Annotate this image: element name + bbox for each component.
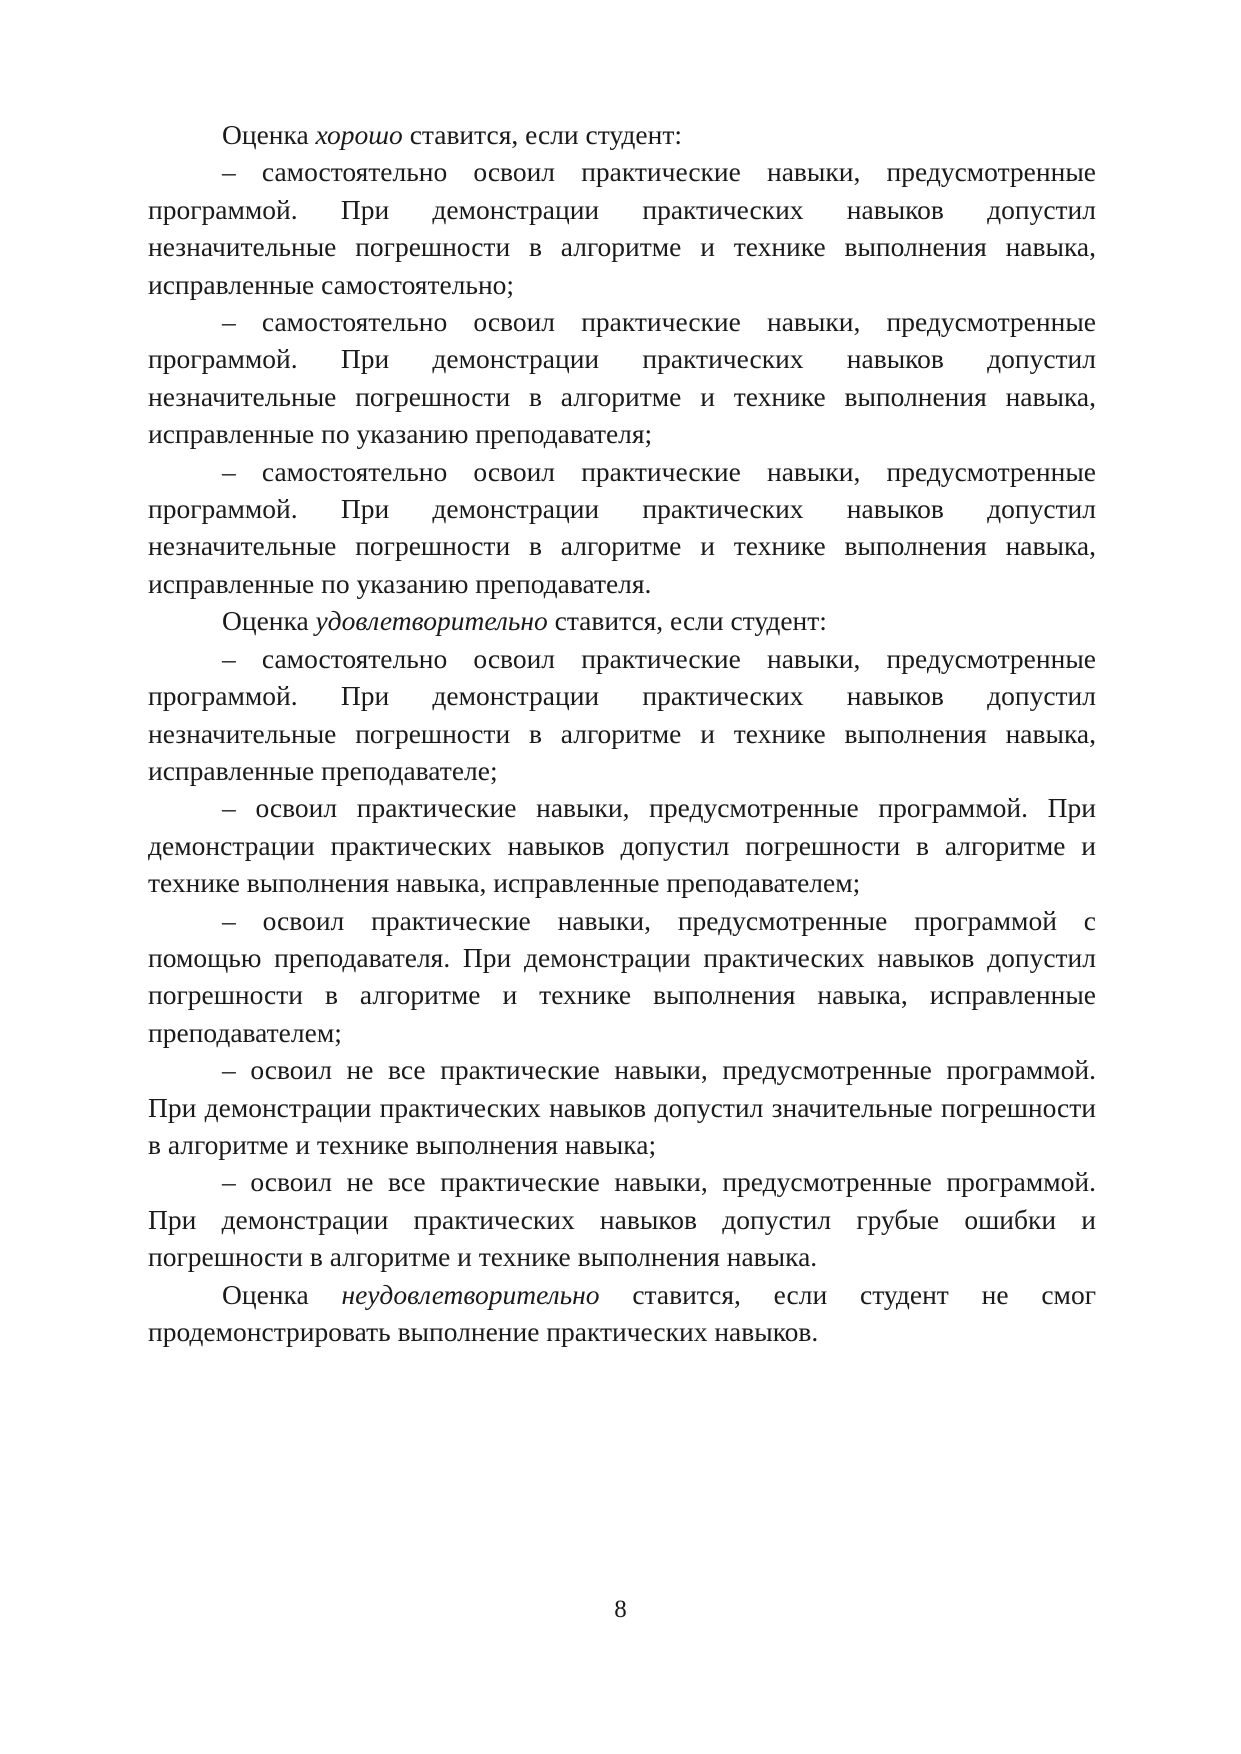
paragraph-text: – самостоятельно освоил практические навыки, предусмотренные программой. При демонстрации практических навыков допустил незначительные погрешности в алгоритме и технике выполнения навыка, исправленные преподавателе;: [148, 642, 1096, 786]
paragraph-text: – освоил не все практические навыки, предусмотренные программой. При демонстрации практических навыков допустил грубые ошибки и погрешности в алгоритме и технике выполнения навыка.: [148, 1166, 1096, 1273]
grade-term-good: хорошо: [315, 119, 403, 150]
paragraph-text: – освоил практические навыки, предусмотренные программой с помощью преподавателя. При демонстрации практических навыков допустил погрешности в алгоритме и технике выполнения навыка, исправленные преподавателем;: [148, 904, 1096, 1048]
paragraph-grade-good-intro: [148, 116, 1096, 153]
paragraph-grade-satisfactory-intro: [148, 602, 1096, 639]
paragraph-text: Оценка: [222, 119, 316, 150]
list-item-satisfactory-5: [148, 1163, 1096, 1275]
list-item-satisfactory-4: [148, 1051, 1096, 1163]
list-item-good-2: [148, 303, 1096, 453]
list-item-satisfactory-3: [148, 902, 1096, 1052]
grade-term-satisfactory: удовлетворительно: [315, 605, 548, 637]
paragraph-text: ставится, если студент не смог продемонстрировать выполнение практических навыков.: [148, 1278, 1096, 1347]
list-item-satisfactory-2: [148, 789, 1096, 901]
document-body: [148, 116, 1096, 1350]
list-item-good-3: [148, 453, 1096, 603]
paragraph-text: – самостоятельно освоил практические навыки, предусмотренные программой. При демонстрации практических навыков допустил незначительные погрешности в алгоритме и технике выполнения навыка, исправленные по указанию преподавателя;: [148, 306, 1096, 450]
list-item-good-1: [148, 153, 1096, 303]
paragraph-text: ставится, если студент:: [402, 119, 682, 150]
paragraph-text: Оценка: [222, 605, 316, 637]
paragraph-text: – самостоятельно освоил практические навыки, предусмотренные программой. При демонстрации практических навыков допустил незначительные погрешности в алгоритме и технике выполнения навыка, исправленные самостоятельно;: [148, 156, 1096, 300]
paragraph-text: ставится, если студент:: [547, 605, 827, 637]
paragraph-text: – самостоятельно освоил практические навыки, предусмотренные программой. При демонстрации практических навыков допустил незначительные погрешности в алгоритме и технике выполнения навыка, исправленные по указанию преподавателя.: [148, 455, 1096, 599]
list-item-satisfactory-1: [148, 640, 1096, 790]
paragraph-text: – освоил не все практические навыки, предусмотренные программой. При демонстрации практических навыков допустил значительные погрешности в алгоритме и технике выполнения навыка;: [148, 1054, 1096, 1160]
page-number: 8: [614, 1596, 627, 1623]
paragraph-text: – освоил практические навыки, предусмотренные программой. При демонстрации практических навыков допустил погрешности в алгоритме и технике выполнения навыка, исправленные преподавателем;: [148, 792, 1096, 899]
paragraph-grade-unsatisfactory: [148, 1276, 1096, 1351]
grade-term-unsatisfactory: неудовлетворительно: [341, 1278, 600, 1310]
paragraph-text: Оценка: [222, 1278, 342, 1310]
